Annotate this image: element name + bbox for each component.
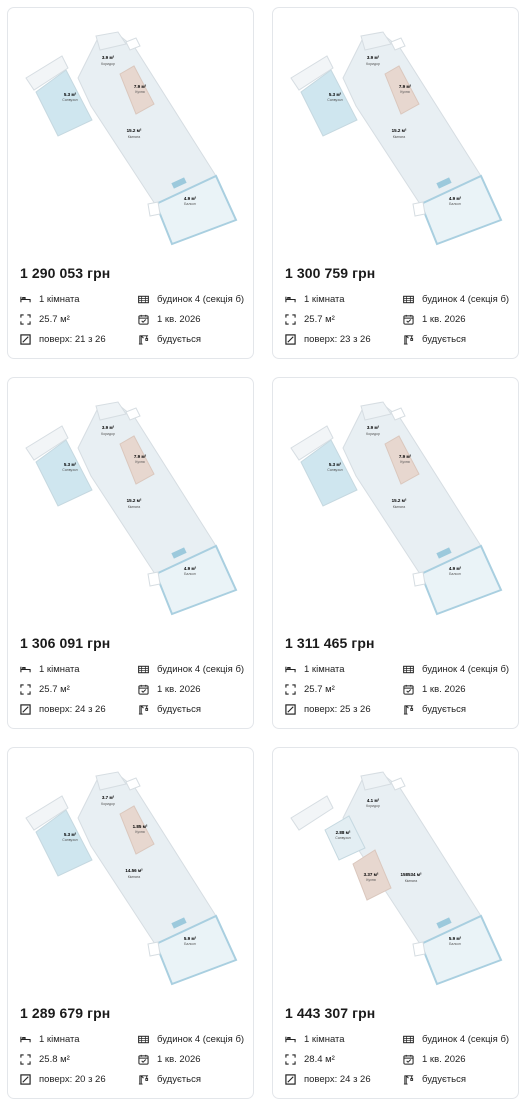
corridor-area-label: 3.7 м² xyxy=(101,795,115,800)
building-label: будинок 4 (секція б) xyxy=(422,294,510,305)
floor-plan-image[interactable] xyxy=(273,378,519,618)
living-label: Кімната xyxy=(127,875,141,879)
balcony-area-label: 4.9 м² xyxy=(448,566,462,571)
kitchen-label: Кухня xyxy=(135,460,145,464)
area-label: 25.7 м² xyxy=(39,314,70,325)
corridor-label: Коридор xyxy=(101,62,115,66)
bed-icon xyxy=(20,294,31,305)
corridor-area-label: 3.9 м² xyxy=(101,55,115,60)
status-attr xyxy=(138,704,201,715)
bath-label: Санвузол xyxy=(62,838,78,842)
rooms-label: 1 кімната xyxy=(39,664,80,675)
bath-label: Санвузол xyxy=(62,98,78,102)
quarter-attr xyxy=(138,684,201,695)
status-label: будується xyxy=(157,334,202,345)
quarter-label: 1 кв. 2026 xyxy=(157,684,201,695)
floor-icon xyxy=(20,1074,31,1085)
area-label: 25.7 м² xyxy=(39,684,70,695)
crane-icon xyxy=(403,704,414,715)
bath-label: Санвузол xyxy=(327,468,343,472)
bed-icon xyxy=(285,1034,296,1045)
price: 1 306 091 грн xyxy=(20,635,111,651)
building-attr xyxy=(138,664,244,675)
balcony-area-label: 4.9 м² xyxy=(183,196,197,201)
living-area-label: 15.2 м² xyxy=(391,128,407,133)
quarter-attr xyxy=(138,314,201,325)
floor-icon xyxy=(285,334,296,345)
floor-attr xyxy=(285,704,371,715)
area-icon xyxy=(20,684,31,695)
kitchen-label: Кухня xyxy=(135,830,145,834)
balcony-label: Балкон xyxy=(449,572,461,576)
corridor-label: Коридор xyxy=(101,432,115,436)
living-label: Кімната xyxy=(392,135,406,139)
crane-icon xyxy=(403,1074,414,1085)
kitchen-area-label: 7.9 м² xyxy=(398,84,412,89)
area-attr xyxy=(20,314,70,325)
living-area-label: 158534 м² xyxy=(400,872,422,877)
kitchen-area-label: 7.9 м² xyxy=(398,454,412,459)
building-attr xyxy=(403,1034,509,1045)
status-label: будується xyxy=(157,704,202,715)
building-icon xyxy=(403,1034,414,1045)
bed-icon xyxy=(20,1034,31,1045)
area-attr xyxy=(285,1054,335,1065)
building-label: будинок 4 (секція б) xyxy=(157,294,245,305)
balcony-area-label: 4.9 м² xyxy=(448,196,462,201)
area-label: 25.7 м² xyxy=(304,684,335,695)
corridor-area-label: 3.9 м² xyxy=(366,425,380,430)
price: 1 300 759 грн xyxy=(285,265,376,281)
area-icon xyxy=(20,314,31,325)
status-attr xyxy=(403,1074,466,1085)
floor-icon xyxy=(20,334,31,345)
kitchen-area-label: 7.9 м² xyxy=(133,84,147,89)
living-label: Кімната xyxy=(392,505,406,509)
price: 1 289 679 грн xyxy=(20,1005,111,1021)
living-label: Кімната xyxy=(404,879,418,883)
area-icon xyxy=(285,1054,296,1065)
building-label: будинок 4 (секція б) xyxy=(422,1034,510,1045)
kitchen-label: Кухня xyxy=(400,460,410,464)
floor-attr xyxy=(285,1074,371,1085)
floor-label: поверх: 25 з 26 xyxy=(304,704,371,715)
price: 1 443 307 грн xyxy=(285,1005,376,1021)
status-attr xyxy=(138,334,201,345)
floor-label: поверх: 24 з 26 xyxy=(39,704,106,715)
quarter-label: 1 кв. 2026 xyxy=(422,684,466,695)
living-area-label: 15.2 м² xyxy=(126,498,142,503)
apartment-card[interactable] xyxy=(7,747,254,1099)
floor-plan-image[interactable] xyxy=(8,748,254,988)
floor-attr xyxy=(20,1074,106,1085)
calendar-icon xyxy=(403,684,414,695)
living-label: Кімната xyxy=(127,505,141,509)
floor-icon xyxy=(20,704,31,715)
corridor-label: Коридор xyxy=(366,432,380,436)
apartment-card[interactable] xyxy=(272,747,519,1099)
quarter-label: 1 кв. 2026 xyxy=(157,1054,201,1065)
calendar-icon xyxy=(138,314,149,325)
bath-area-label: 2.88 м² xyxy=(335,830,351,835)
bath-label: Санвузол xyxy=(327,98,343,102)
living-area-label: 15.2 м² xyxy=(126,128,142,133)
floor-icon xyxy=(285,704,296,715)
corridor-label: Коридор xyxy=(101,802,115,806)
bath-area-label: 5.3 м² xyxy=(63,832,77,837)
area-attr xyxy=(20,684,70,695)
floor-plan-image[interactable] xyxy=(8,378,254,618)
bed-icon xyxy=(285,294,296,305)
apartment-card[interactable] xyxy=(272,7,519,359)
bath-area-label: 5.3 м² xyxy=(328,92,342,97)
quarter-attr xyxy=(403,1054,466,1065)
calendar-icon xyxy=(138,1054,149,1065)
kitchen-area-label: 1.85 м² xyxy=(132,824,148,829)
floor-label: поверх: 21 з 26 xyxy=(39,334,106,345)
rooms-attr xyxy=(285,664,345,675)
bed-icon xyxy=(285,664,296,675)
apartment-card[interactable] xyxy=(272,377,519,729)
building-label: будинок 4 (секція б) xyxy=(157,1034,245,1045)
corridor-label: Коридор xyxy=(366,804,380,808)
quarter-label: 1 кв. 2026 xyxy=(157,314,201,325)
status-label: будується xyxy=(422,334,467,345)
area-label: 28.4 м² xyxy=(304,1054,335,1065)
quarter-attr xyxy=(138,1054,201,1065)
bath-area-label: 5.3 м² xyxy=(63,462,77,467)
status-attr xyxy=(403,334,466,345)
calendar-icon xyxy=(403,1054,414,1065)
quarter-label: 1 кв. 2026 xyxy=(422,1054,466,1065)
calendar-icon xyxy=(403,314,414,325)
rooms-attr xyxy=(285,294,345,305)
balcony-label: Балкон xyxy=(184,202,196,206)
kitchen-area-label: 3.37 м² xyxy=(363,872,379,877)
price: 1 290 053 грн xyxy=(20,265,111,281)
corridor-area-label: 3.9 м² xyxy=(366,55,380,60)
rooms-attr xyxy=(20,1034,80,1045)
building-icon xyxy=(138,294,149,305)
status-label: будується xyxy=(422,704,467,715)
crane-icon xyxy=(138,1074,149,1085)
floor-label: поверх: 20 з 26 xyxy=(39,1074,106,1085)
bath-label: Санвузол xyxy=(335,836,351,840)
area-label: 25.8 м² xyxy=(39,1054,70,1065)
kitchen-area-label: 7.9 м² xyxy=(133,454,147,459)
rooms-attr xyxy=(20,294,80,305)
quarter-attr xyxy=(403,314,466,325)
area-attr xyxy=(285,684,335,695)
building-attr xyxy=(138,294,244,305)
rooms-attr xyxy=(20,664,80,675)
building-attr xyxy=(138,1034,244,1045)
calendar-icon xyxy=(138,684,149,695)
corridor-area-label: 3.9 м² xyxy=(101,425,115,430)
area-label: 25.7 м² xyxy=(304,314,335,325)
building-label: будинок 4 (секція б) xyxy=(422,664,510,675)
living-label: Кімната xyxy=(127,135,141,139)
balcony-label: Балкон xyxy=(449,942,461,946)
crane-icon xyxy=(138,334,149,345)
kitchen-label: Кухня xyxy=(366,878,376,882)
building-icon xyxy=(138,664,149,675)
crane-icon xyxy=(403,334,414,345)
bed-icon xyxy=(20,664,31,675)
floor-attr xyxy=(20,704,106,715)
rooms-label: 1 кімната xyxy=(304,294,345,305)
corridor-area-label: 4.1 м² xyxy=(366,798,380,803)
apartment-card[interactable] xyxy=(7,377,254,729)
bath-area-label: 5.3 м² xyxy=(328,462,342,467)
area-icon xyxy=(20,1054,31,1065)
building-icon xyxy=(138,1034,149,1045)
floor-label: поверх: 24 з 26 xyxy=(304,1074,371,1085)
building-icon xyxy=(403,664,414,675)
rooms-label: 1 кімната xyxy=(304,1034,345,1045)
rooms-attr xyxy=(285,1034,345,1045)
area-icon xyxy=(285,684,296,695)
kitchen-label: Кухня xyxy=(400,90,410,94)
status-label: будується xyxy=(422,1074,467,1085)
crane-icon xyxy=(138,704,149,715)
floor-label: поверх: 23 з 26 xyxy=(304,334,371,345)
status-attr xyxy=(138,1074,201,1085)
area-attr xyxy=(20,1054,70,1065)
bath-area-label: 5.3 м² xyxy=(63,92,77,97)
building-label: будинок 4 (секція б) xyxy=(157,664,245,675)
area-icon xyxy=(285,314,296,325)
balcony-area-label: 5.9 м² xyxy=(448,936,462,941)
rooms-label: 1 кімната xyxy=(304,664,345,675)
balcony-label: Балкон xyxy=(449,202,461,206)
kitchen-label: Кухня xyxy=(135,90,145,94)
quarter-label: 1 кв. 2026 xyxy=(422,314,466,325)
floor-icon xyxy=(285,1074,296,1085)
rooms-label: 1 кімната xyxy=(39,294,80,305)
floor-attr xyxy=(285,334,371,345)
bath-label: Санвузол xyxy=(62,468,78,472)
building-attr xyxy=(403,664,509,675)
balcony-area-label: 4.9 м² xyxy=(183,566,197,571)
rooms-label: 1 кімната xyxy=(39,1034,80,1045)
floor-plan-image[interactable] xyxy=(273,8,519,248)
corridor-label: Коридор xyxy=(366,62,380,66)
balcony-label: Балкон xyxy=(184,572,196,576)
living-area-label: 15.2 м² xyxy=(391,498,407,503)
floor-plan-image[interactable] xyxy=(8,8,254,248)
building-icon xyxy=(403,294,414,305)
balcony-label: Балкон xyxy=(184,942,196,946)
status-attr xyxy=(403,704,466,715)
area-attr xyxy=(285,314,335,325)
floor-attr xyxy=(20,334,106,345)
status-label: будується xyxy=(157,1074,202,1085)
balcony-area-label: 5.9 м² xyxy=(183,936,197,941)
living-area-label: 14.56 м² xyxy=(125,868,143,873)
apartment-card[interactable] xyxy=(7,7,254,359)
quarter-attr xyxy=(403,684,466,695)
building-attr xyxy=(403,294,509,305)
floor-plan-image[interactable] xyxy=(273,748,519,988)
price: 1 311 465 грн xyxy=(285,635,375,651)
